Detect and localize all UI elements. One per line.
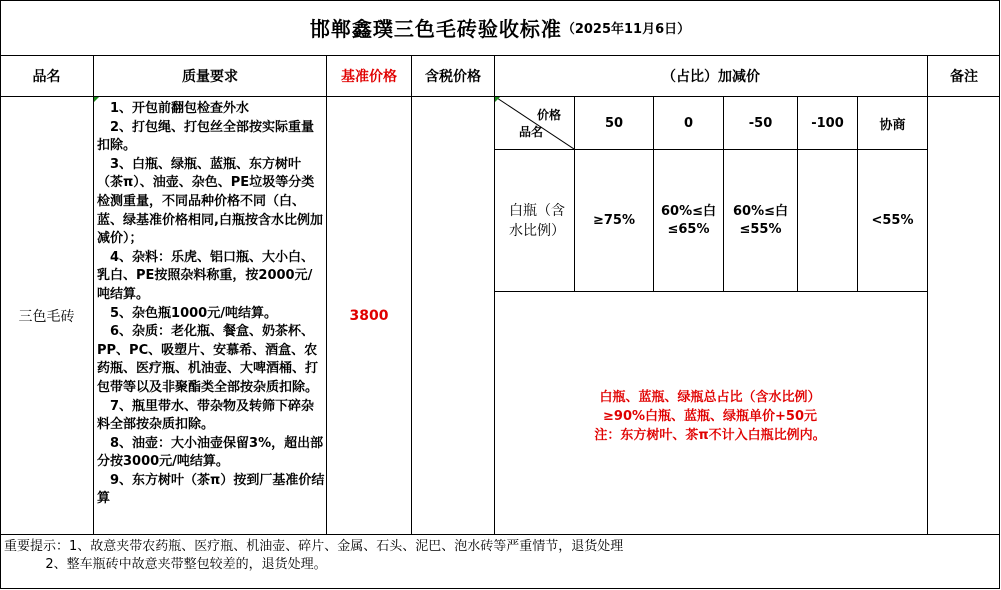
- header-tax-price: 含税价格: [425, 69, 481, 85]
- grid-line: [411, 55, 412, 534]
- requirement-item: 7、瓶里带水、带杂物及转筛下碎杂料全部按杂质扣除。: [97, 398, 315, 433]
- tip-line: 2、整车瓶砖中故意夹带整包较差的，退货处理。: [4, 557, 327, 572]
- grid-line: [0, 534, 1000, 535]
- sheet-title: [0, 0, 1000, 55]
- grid-line: [93, 55, 94, 534]
- header-remark: 备注: [950, 69, 978, 85]
- quality-requirements: [97, 100, 325, 509]
- important-tips: [4, 538, 623, 574]
- base-price-value: 3800: [349, 307, 389, 324]
- price-col: 50: [604, 115, 624, 131]
- header-name: 品名: [32, 69, 61, 85]
- requirement-item: 2、打包绳、打包丝全部按实际重量扣除。: [97, 119, 315, 154]
- cell-marker-icon: [495, 97, 500, 102]
- requirement-item: 9、东方树叶（茶π）按到厂基准价结算: [97, 472, 325, 507]
- note-line: ≥90%白瓶、蓝瓶、绿瓶单价+50元: [603, 409, 817, 424]
- product-name: 三色毛砖: [18, 308, 75, 325]
- requirement-item: 4、杂料：乐虎、铝口瓶、大小白、乳白、PE按照杂料称重，按2000元/吨结算。: [97, 249, 315, 302]
- header-quality: 质量要求: [182, 69, 238, 85]
- price-col: 协商: [879, 117, 906, 133]
- price-col: -100: [811, 115, 844, 131]
- ratio-value: [798, 150, 857, 291]
- title-date: （2025年11月6日）: [561, 22, 691, 37]
- corner-label-name: 品名: [519, 125, 544, 139]
- row-label-white-bottle: 白瓶（含水比例）: [509, 202, 565, 239]
- note-line: 白瓶、蓝瓶、绿瓶总占比（含水比例）: [599, 390, 821, 405]
- tip-line: 重要提示：1、故意夹带农药瓶、医疗瓶、机油壶、碎片、金属、石头、泥巴、泡水砖等严重情节，退货处理: [4, 539, 624, 554]
- price-col: 0: [683, 115, 694, 131]
- ratio-value: <55%: [871, 213, 914, 228]
- title-text: 邯郸鑫璞三色毛砖验收标准: [309, 17, 562, 41]
- requirement-item: 5、杂色瓶1000元/吨结算。: [97, 305, 277, 321]
- price-col: -50: [748, 115, 773, 131]
- note-line: 注：东方树叶、茶π不计入白瓶比例内。: [594, 428, 826, 443]
- requirement-item: 6、杂质：老化瓶、餐盒、奶茶杯、PP、PC、吸塑片、安慕希、酒盒、农药瓶、医疗瓶、机油壶、大啤酒桶、打包带等以及非聚酯类全部按杂质扣除。: [97, 324, 319, 395]
- ratio-value: 60%≤白≤55%: [732, 203, 788, 237]
- ratio-value: ≥75%: [592, 213, 635, 228]
- grid-line: [494, 291, 928, 292]
- requirement-item: 3、白瓶、绿瓶、蓝瓶、东方树叶（茶π）、油壶、杂色、PE垃圾等分类检测重量，不同品种价格不同（白、蓝、绿基准价格相同,白瓶按含水比例加减价）；: [97, 156, 323, 247]
- requirement-item: 8、油壶：大小油壶保留3%，超出部分按3000元/吨结算。: [97, 435, 324, 470]
- header-base-price: 基准价格: [341, 69, 397, 85]
- header-ratio: （占比）加减价: [662, 69, 760, 85]
- corner-label-price: 价格: [537, 108, 562, 122]
- ratio-note: [494, 388, 926, 445]
- requirement-item: 1、开包前翻包检查外水: [97, 101, 250, 116]
- ratio-value: 60%≤白≤65%: [660, 203, 716, 237]
- grid-line: [927, 55, 928, 534]
